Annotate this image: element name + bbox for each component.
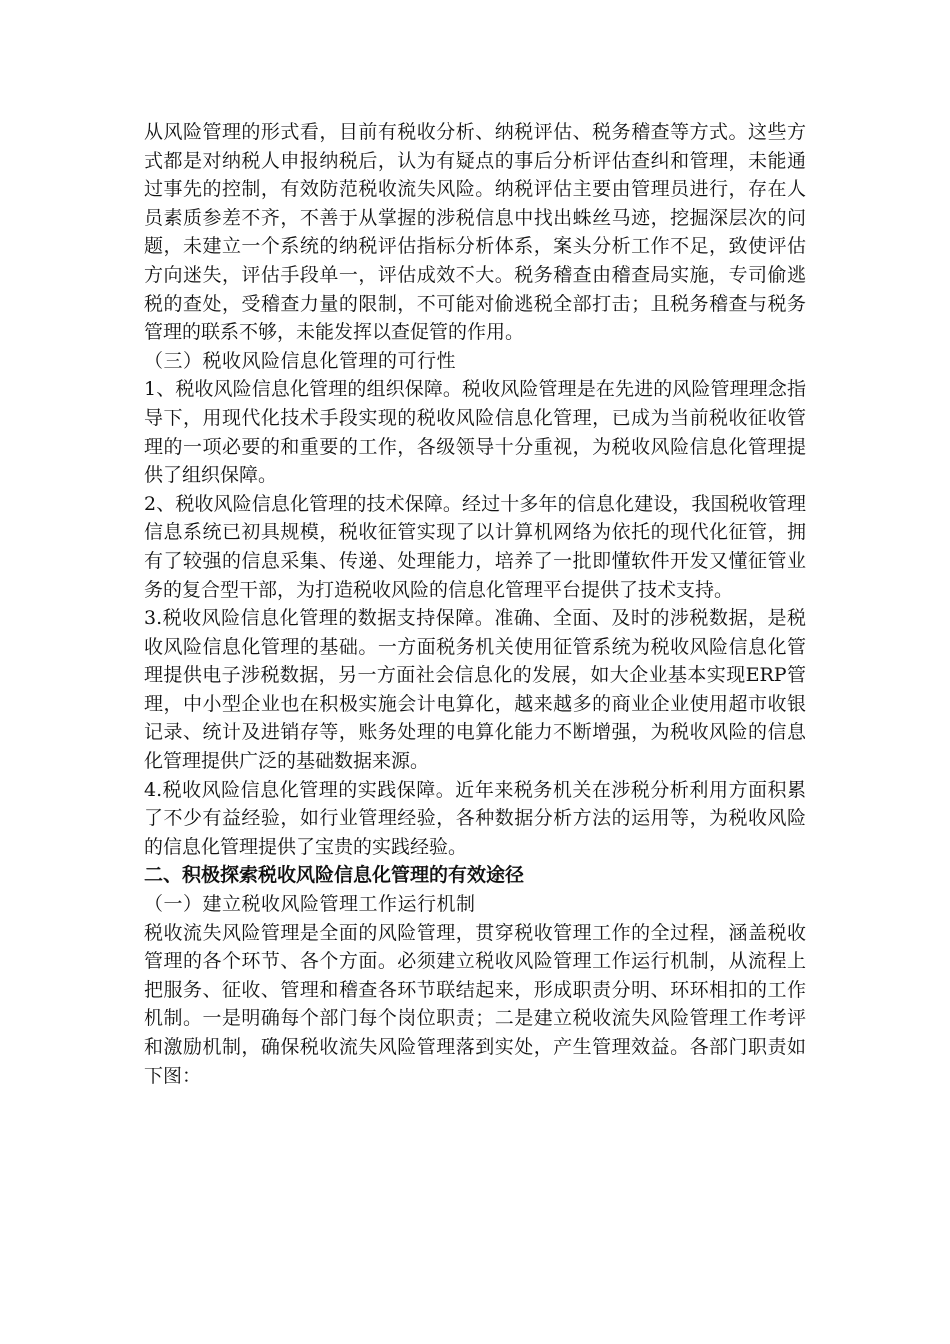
section-title-mechanism: （一）建立税收风险管理工作运行机制 xyxy=(144,893,476,916)
list-item-technology: 2、税收风险信息化管理的技术保障。经过十多年的信息化建设，我国税收管理信息系统已初具规模，税收征管实现了以计算机网络为依托的现代化征管，拥有了较强的信息采集、传递、处理能力，培养了一批即懂软件开发又懂征管业务的复合型干部，为打造税收风险的信息化管理平台提供了技术支持。 xyxy=(144,492,806,601)
paragraph-risk-forms: 从风险管理的形式看，目前有税收分析、纳税评估、税务稽查等方式。这些方式都是对纳税人申报纳税后，认为有疑点的事后分析评估查纠和管理，未能通过事先的控制，有效防范税收流失风险。纳税评估主要由管理员进行，存在人员素质参差不齐，不善于从掌握的涉税信息中找出蛛丝马迹，挖掘深层次的问题，未建立一个系统的纳税评估指标分析体系，案头分析工作不足，致使评估方向迷失，评估手段单一，评估成效不大。税务稽查由稽查局实施，专司偷逃税的查处，受稽查力量的限制，不可能对偷逃税全部打击；且税务稽查与税务管理的联系不够，未能发挥以查促管的作用。 xyxy=(144,121,806,344)
list-item-organization: 1、税收风险信息化管理的组织保障。税收风险管理是在先进的风险管理理念指导下，用现代化技术手段实现的税收风险信息化管理，已成为当前税收征收管理的一项必要的和重要的工作，各级领导十分重视，为税收风险信息化管理提供了组织保障。 xyxy=(144,378,806,487)
paragraph-mechanism: 税收流失风险管理是全面的风险管理，贯穿税收管理工作的全过程，涵盖税收管理的各个环节、各个方面。必须建立税收风险管理工作运行机制，从流程上把服务、征收、管理和稽查各环节联结起来，形成职责分明、环环相扣的工作机制。一是明确每个部门每个岗位职责；二是建立税收流失风险管理工作考评和激励机制，确保税收流失风险管理落到实处，产生管理效益。各部门职责如下图： xyxy=(144,921,806,1087)
heading-effective-approach: 二、积极探索税收风险信息化管理的有效途径 xyxy=(144,864,525,887)
list-item-practice: 4.税收风险信息化管理的实践保障。近年来税务机关在涉税分析利用方面积累了不少有益经验，如行业管理经验，各种数据分析方法的运用等，为税收风险的信息化管理提供了宝贵的实践经验。 xyxy=(144,778,806,858)
list-item-data-support: 3.税收风险信息化管理的数据支持保障。准确、全面、及时的涉税数据，是税收风险信息化管理的基础。一方面税务机关使用征管系统为税收风险信息化管理提供电子涉税数据，另一方面社会信息化的发展，如大企业基本实现ERP管理，中小型企业也在积极实施会计电算化，越来越多的商业企业使用超市收银记录、统计及进销存等，账务处理的电算化能力不断增强，为税收风险的信息化管理提供广泛的基础数据来源。 xyxy=(144,607,806,773)
section-title-feasibility: （三）税收风险信息化管理的可行性 xyxy=(144,349,457,372)
document-body xyxy=(144,118,806,1090)
